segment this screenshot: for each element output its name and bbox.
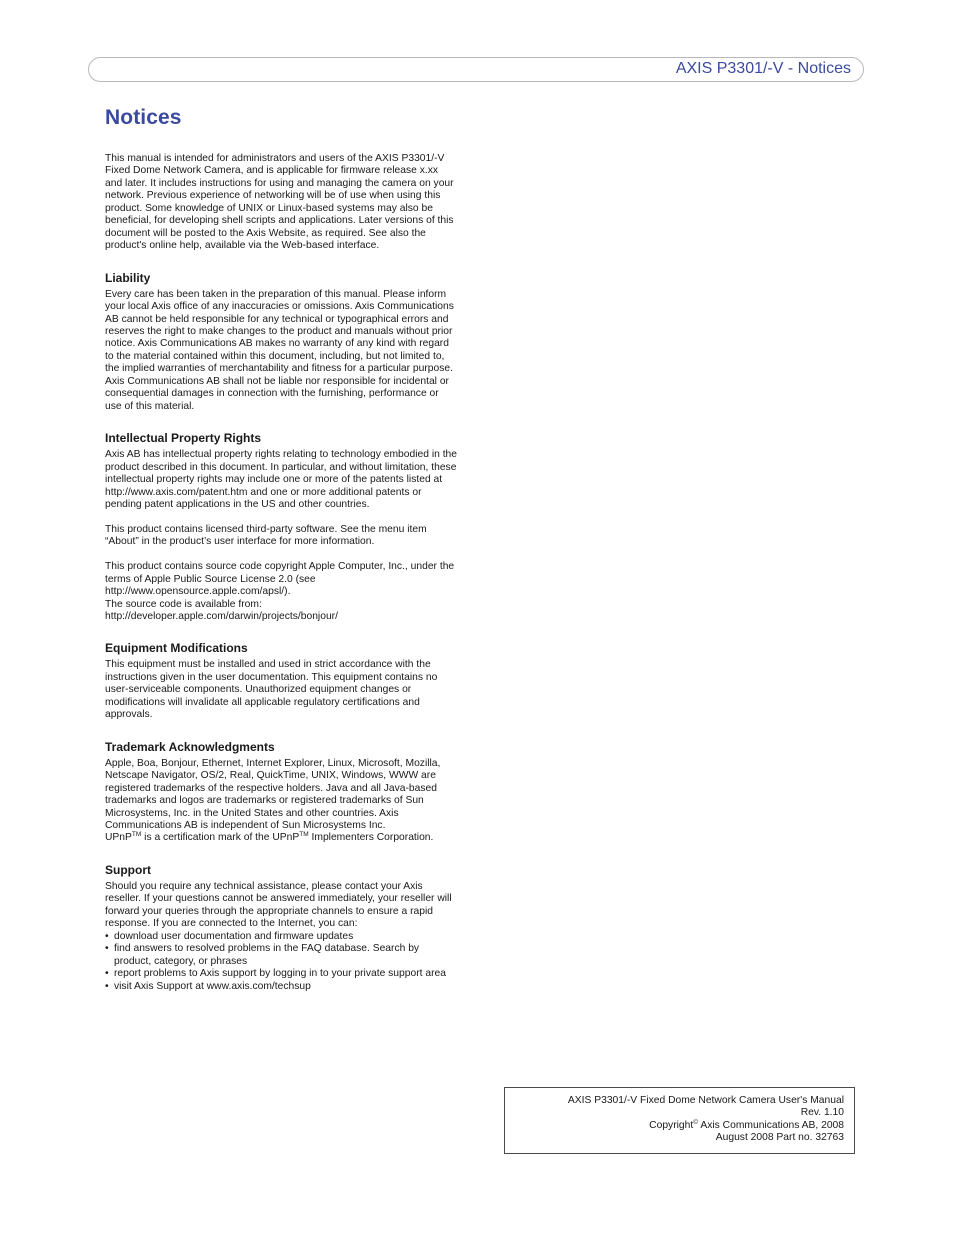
upnp-mid: is a certification mark of the UPnP — [141, 832, 300, 844]
liability-heading: Liability — [105, 270, 151, 285]
support-heading: Support — [105, 862, 151, 877]
support-list — [105, 931, 457, 993]
copyright-symbol: © — [693, 1118, 699, 1126]
ipr-paragraph-apple: This product contains source code copyright Apple Computer, Inc., under the terms of Apple Public Source License 2.0 (see http://www.opensource.apple.com/apsl/). — [105, 561, 455, 598]
trademark-heading: Trademark Acknowledgments — [105, 739, 275, 754]
support-list-item: • find answers to resolved problems in the FAQ database. Search by product, category, or phrases — [105, 943, 420, 967]
bullet: • — [105, 968, 109, 980]
copyright-line: Copyright© Axis Communications AB, 2008 — [649, 1118, 844, 1131]
trademark-paragraph: Apple, Boa, Bonjour, Ethernet, Internet Explorer, Linux, Microsoft, Mozilla, Netscape Navigator, OS/2, Real, QuickTime, UNIX, Windows, WWW are registered trademarks of the respective holders. Java and all Java-based trademarks and logos are trademarks or registered trademarks of Sun Microsystems, Inc. in the United States and other countries. Axis Communications AB is independent of Sun Microsystems Inc. — [105, 757, 441, 831]
bullet: • — [105, 943, 109, 955]
manual-info-box — [504, 1087, 855, 1154]
equipment-paragraph: This equipment must be installed and used in strict accordance with the instructions given in the user documentation. This equipment contains no user-serviceable components. Unauthorized equipment changes or modifications will invalidate all applicable regulatory certifications and approvals. — [105, 659, 438, 721]
ipr-heading: Intellectual Property Rights — [105, 431, 262, 446]
main-content — [105, 153, 457, 993]
liability-paragraph: Every care has been taken in the preparation of this manual. Please inform your local Axis office of any inaccuracies or omissions. Axis Communications AB cannot be held responsible for any technical or typographical errors and reserves the right to make changes to the product and manuals without prior notice. Axis Communications AB makes no warranty of any kind with regard to the material contained within this document, including, but not limited to, the implied warranties of merchantability and fitness for a particular purpose. Axis Communications AB shall not be liable nor responsible for incidental or consequential damages in connection with the furnishing, performance or use of this material. — [105, 288, 454, 412]
manual-revision: Rev. 1.10 — [800, 1107, 844, 1119]
bullet: • — [105, 980, 109, 992]
upnp-end: Implementers Corporation. — [308, 832, 434, 844]
header-title: AXIS P3301/-V - Notices — [675, 60, 851, 77]
bullet: • — [105, 930, 109, 942]
upnp-line — [105, 832, 457, 844]
page-title: Notices — [105, 106, 182, 129]
equipment-heading: Equipment Modifications — [105, 641, 248, 656]
manual-title: AXIS P3301/-V Fixed Dome Network Camera User's Manual — [567, 1095, 844, 1106]
part-number: August 2008 Part no. 32763 — [715, 1131, 844, 1143]
support-list-item: • report problems to Axis support by logging in to your private support area — [105, 968, 446, 980]
support-list-item: • visit Axis Support at www.axis.com/techsup — [105, 980, 311, 992]
intro-paragraph: This manual is intended for administrators and users of the AXIS P3301/-V Fixed Dome Network Camera, and is applicable for firmware release x.xx and later. It includes instructions for using and managing the camera on your network. Previous experience of networking will be of use when using this product. Some knowledge of UNIX or Linux-based systems may also be beneficial, for developing shell scripts and applications. Later versions of this document will be posted to the Axis Website, as required. See also the product's online help, available via the Web-based interface. — [105, 153, 454, 252]
upnp-word: UPnP — [105, 832, 132, 844]
ipr-source-url: http://developer.apple.com/darwin/projects/bonjour/ — [105, 611, 338, 623]
support-paragraph: Should you require any technical assistance, please contact your Axis reseller. If your questions cannot be answered immediately, your reseller will forward your queries through the appropriate channels to ensure a rapid response. If you are connected to the Internet, you can: — [105, 880, 452, 930]
ipr-source-label: The source code is available from: — [105, 598, 262, 610]
ipr-paragraph-patents: Axis AB has intellectual property rights relating to technology embodied in the product described in this document. In particular, and without limitation, these intellectual property rights may include one or more of the patents listed at http://www.axis.com/patent.htm and one or more additional patents or pending patent applications in the US and other countries. — [105, 449, 458, 510]
support-list-item: • download user documentation and firmware updates — [105, 930, 354, 942]
tm-mark: TM — [299, 831, 309, 839]
tm-mark: TM — [131, 831, 142, 839]
header-bar — [88, 57, 864, 82]
ipr-paragraph-third-party: This product contains licensed third-party software. See the menu item “About” in the product’s user interface for more information. — [105, 523, 427, 548]
